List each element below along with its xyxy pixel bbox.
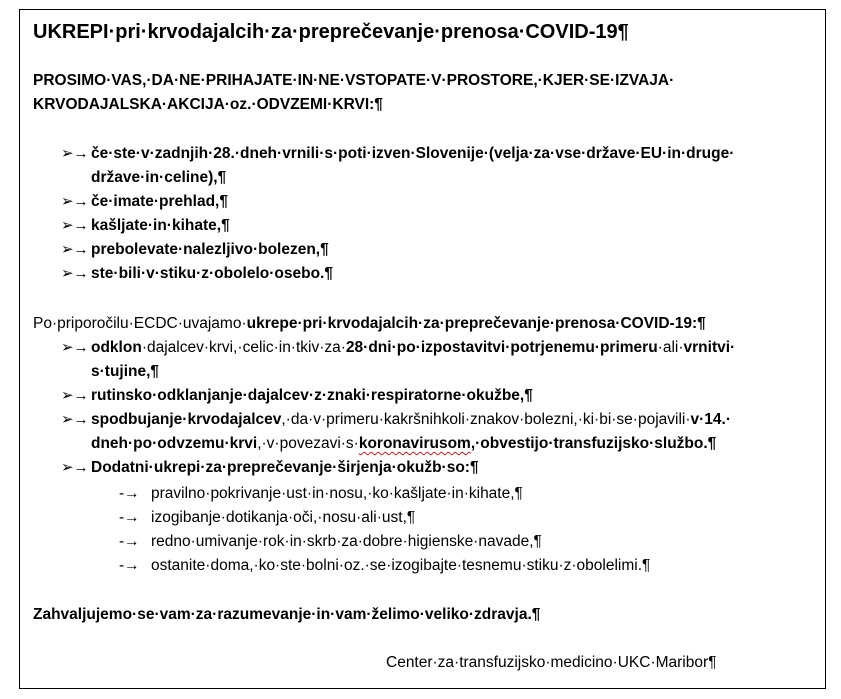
measure-3-normal-a: ,·da·v·primeru·kakršnihkoli·znakov·bolezni,·ki·bi·se·pojavili· bbox=[281, 411, 691, 428]
dash-bullet-icon: -→ bbox=[119, 533, 140, 550]
arrow-bullet-icon: ➢→ bbox=[61, 387, 89, 404]
condition-item-5: ste·bili·v·stiku·z·obolelo·osebo.¶ bbox=[91, 265, 333, 282]
condition-item-1-cont: države·in·celine),¶ bbox=[91, 169, 227, 186]
measure-1-normal-b: ·ali· bbox=[657, 339, 684, 356]
arrow-bullet-icon: ➢→ bbox=[61, 411, 89, 428]
measure-item-3 bbox=[91, 410, 818, 429]
arrow-bullet-icon: ➢→ bbox=[61, 145, 89, 162]
measure-1-normal-a: ·dajalcev·krvi,·celic·in·tkiv·za· bbox=[141, 339, 346, 356]
measure-3-normal-b: ,·v·povezavi·s· bbox=[257, 435, 359, 452]
sub-measure-3: redno·umivanje·rok·in·skrb·za·dobre·higienske·navade,¶ bbox=[151, 533, 542, 550]
measure-item-2: rutinsko·odklanjanje·dajalcev·z·znaki·respiratorne·okužbe,¶ bbox=[91, 387, 533, 404]
arrow-bullet-icon: ➢→ bbox=[61, 241, 89, 258]
measure-item-3-cont bbox=[91, 434, 716, 453]
intro-bold: ukrepe·pri·krvodajalcih·za·preprečevanje·prenosa·COVID-19:¶ bbox=[246, 315, 706, 332]
condition-item-4: prebolevate·nalezljivo·bolezen,¶ bbox=[91, 241, 329, 258]
dash-bullet-icon: -→ bbox=[119, 557, 140, 574]
measure-3-bold-b: v·14.· bbox=[690, 411, 732, 428]
signature-line: Center·za·transfuzijsko·medicino·UKC·Maribor¶ bbox=[386, 654, 717, 671]
sub-measure-2: izogibanje·dotikanja·oči,·nosu·ali·ust,¶ bbox=[151, 509, 416, 526]
measure-1-bold-a: odklon bbox=[91, 339, 142, 356]
measure-item-1 bbox=[91, 338, 818, 357]
arrow-bullet-icon: ➢→ bbox=[61, 459, 89, 476]
measure-1-bold-b: 28·dni·po·izpostavitvi·potrjenemu·primeru bbox=[345, 339, 658, 356]
measure-item-4: Dodatni·ukrepi·za·preprečevanje·širjenja·okužb·so:¶ bbox=[91, 459, 479, 476]
measure-item-1-cont: s·tujine,¶ bbox=[91, 363, 160, 380]
intro-normal: Po·priporočilu·ECDC·uvajamo· bbox=[33, 315, 247, 332]
arrow-bullet-icon: ➢→ bbox=[61, 265, 89, 282]
warning-line-1: PROSIMO·VAS,·DA·NE·PRIHAJATE·IN·NE·VSTOPATE·V·PROSTORE,·KJER·SE·IZVAJA· bbox=[33, 72, 675, 89]
document-title: UKREPI·pri·krvodajalcih·za·preprečevanje·prenosa·COVID-19¶ bbox=[33, 21, 629, 43]
sub-measure-4: ostanite·doma,·ko·ste·bolni·oz.·se·izogibajte·tesnemu·stiku·z·obolelimi.¶ bbox=[151, 557, 651, 574]
measure-3-bold-a: spodbujanje·krvodajalcev bbox=[91, 411, 282, 428]
intro-line bbox=[33, 314, 706, 333]
condition-item-3: kašljate·in·kihate,¶ bbox=[91, 217, 230, 234]
warning-line-2: KRVODAJALSKA·AKCIJA·oz.·ODVZEMI·KRVI:¶ bbox=[33, 96, 383, 113]
measure-1-bold-c: vrnitvi· bbox=[683, 339, 736, 356]
thanks-line: Zahvaljujemo·se·vam·za·razumevanje·in·vam·želimo·veliko·zdravja.¶ bbox=[33, 606, 541, 623]
measure-3-bold-c: dneh·po·odvzemu·krvi bbox=[91, 435, 258, 452]
condition-item-2: če·imate·prehlad,¶ bbox=[91, 193, 228, 210]
dash-bullet-icon: -→ bbox=[119, 509, 140, 526]
sub-measure-1: pravilno·pokrivanje·ust·in·nosu,·ko·kašljate·in·kihate,¶ bbox=[151, 485, 523, 502]
dash-bullet-icon: -→ bbox=[119, 485, 140, 502]
measure-3-bold-d: ,·obvestijo·transfuzijsko·službo.¶ bbox=[470, 435, 717, 452]
document-page bbox=[19, 9, 826, 689]
arrow-bullet-icon: ➢→ bbox=[61, 339, 89, 356]
condition-item-1: če·ste·v·zadnjih·28.·dneh·vrnili·s·poti·izven·Slovenije·(velja·za·vse·države·EU·in·druge· bbox=[91, 145, 735, 162]
arrow-bullet-icon: ➢→ bbox=[61, 217, 89, 234]
arrow-bullet-icon: ➢→ bbox=[61, 193, 89, 210]
measure-3-spellcheck-word: koronavirusom bbox=[358, 435, 471, 452]
